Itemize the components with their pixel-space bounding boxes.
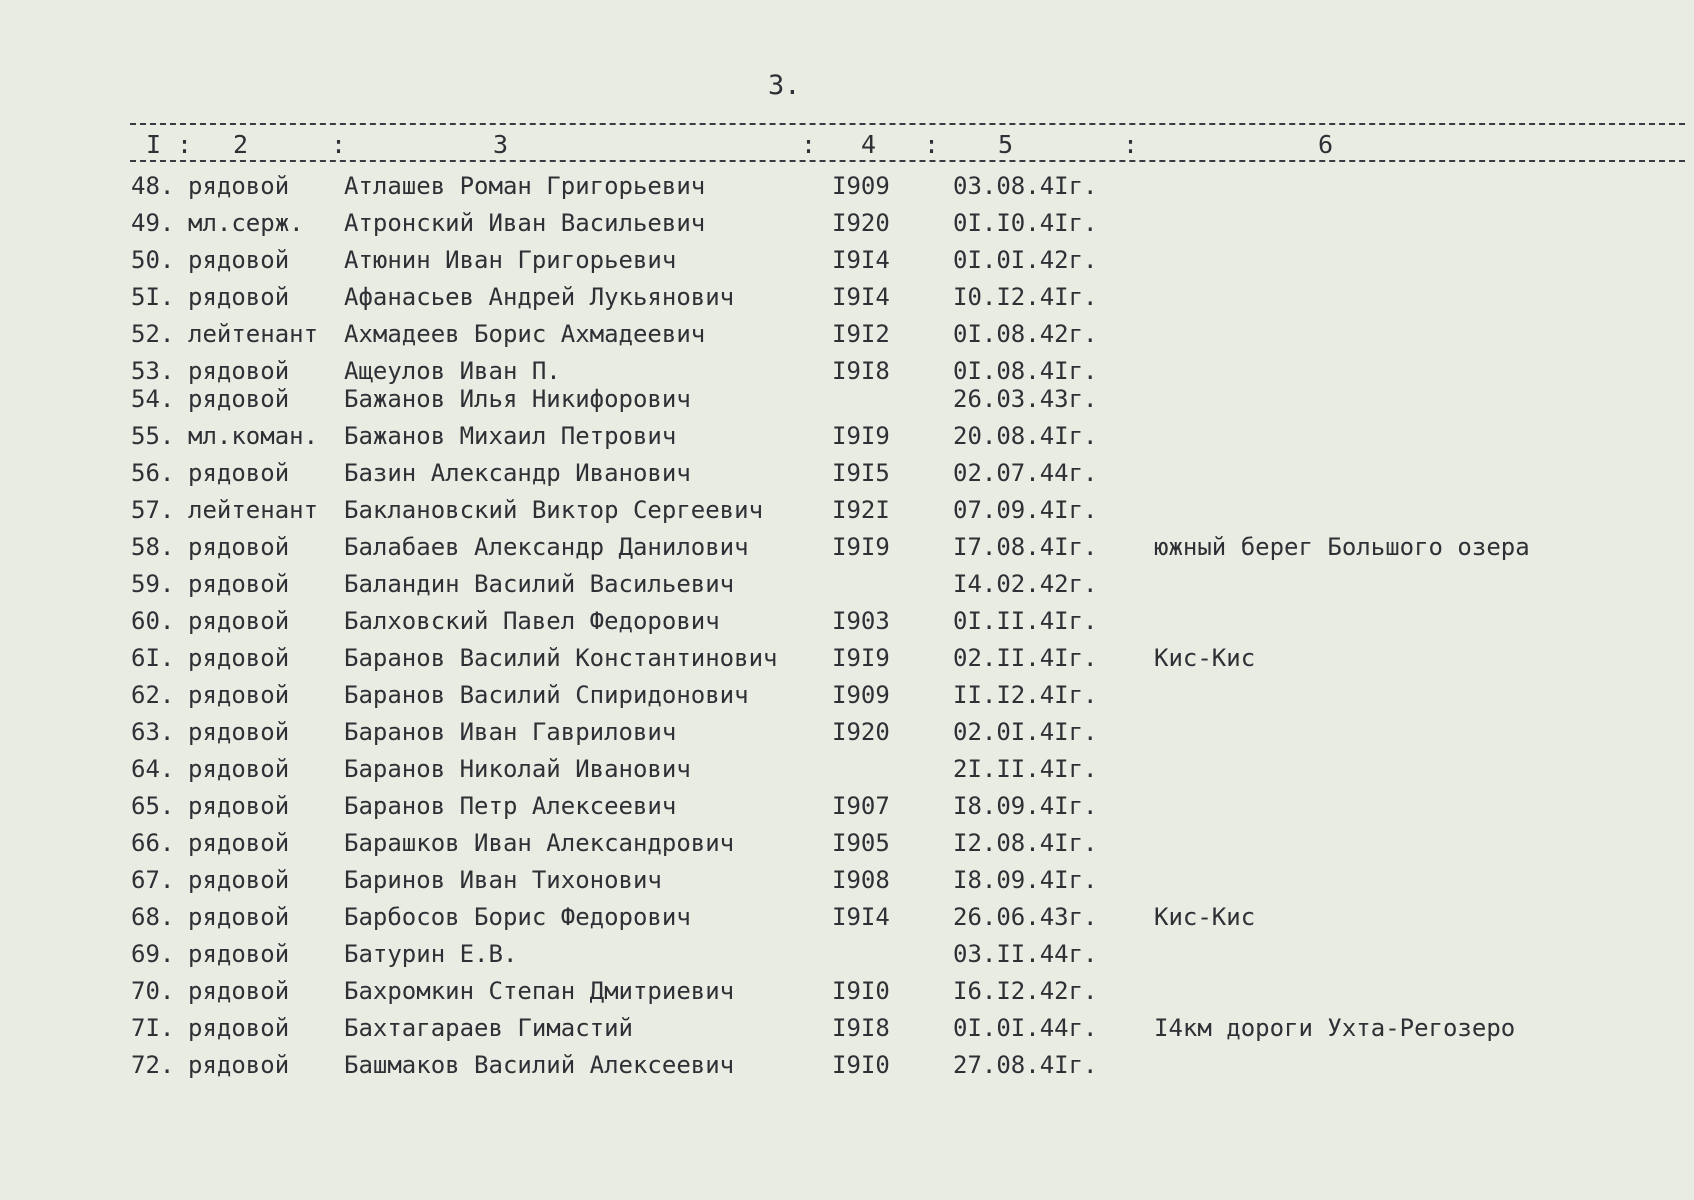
- row-birth-year: I905: [832, 829, 890, 857]
- row-rank: рядовой: [188, 172, 290, 200]
- row-birth-year: I920: [832, 209, 890, 237]
- row-rank: рядовой: [188, 246, 290, 274]
- row-name: Ахмадеев Борис Ахмадеевич: [344, 320, 706, 348]
- row-rank: рядовой: [188, 1014, 290, 1042]
- row-birth-year: I9I4: [832, 283, 890, 311]
- row-rank: рядовой: [188, 283, 290, 311]
- row-birth-year: I9I0: [832, 977, 890, 1005]
- row-birth-year: I9I9: [832, 644, 890, 672]
- row-rank: рядовой: [188, 940, 290, 968]
- row-name: Балабаев Александр Данилович: [344, 533, 749, 561]
- row-birth-year: I9I4: [832, 903, 890, 931]
- row-birth-year: I9I0: [832, 1051, 890, 1079]
- header-rule-top: [130, 123, 1685, 125]
- table-row: [0, 242, 1694, 279]
- row-number: 59.: [131, 570, 175, 598]
- row-birth-year: I92I: [832, 496, 890, 524]
- row-date: I7.08.4Iг.: [953, 533, 1098, 561]
- row-rank: рядовой: [188, 385, 290, 413]
- row-date: 02.07.44г.: [953, 459, 1098, 487]
- row-rank: мл.коман.: [188, 422, 319, 450]
- row-rank: рядовой: [188, 903, 290, 931]
- table-row: [0, 603, 1694, 640]
- row-date: 02.0I.4Iг.: [953, 718, 1098, 746]
- row-rank: рядовой: [188, 357, 290, 385]
- table-row: [0, 455, 1694, 492]
- row-name: Бахтагараев Гимастий: [344, 1014, 633, 1042]
- row-birth-year: I9I9: [832, 533, 890, 561]
- row-name: Башмаков Василий Алексеевич: [344, 1051, 735, 1079]
- row-birth-year: I9I8: [832, 357, 890, 385]
- row-name: Батурин Е.В.: [344, 940, 518, 968]
- row-date: II.I2.4Iг.: [953, 681, 1098, 709]
- row-date: 20.08.4Iг.: [953, 422, 1098, 450]
- table-row: [0, 316, 1694, 353]
- table-row: [0, 825, 1694, 862]
- row-name: Бахромкин Степан Дмитриевич: [344, 977, 735, 1005]
- row-date: 07.09.4Iг.: [953, 496, 1098, 524]
- row-rank: рядовой: [188, 829, 290, 857]
- row-number: 67.: [131, 866, 175, 894]
- row-date: I4.02.42г.: [953, 570, 1098, 598]
- row-name: Баранов Николай Иванович: [344, 755, 691, 783]
- row-name: Ащеулов Иван П.: [344, 357, 561, 385]
- row-date: 0I.08.42г.: [953, 320, 1098, 348]
- table-row: [0, 205, 1694, 242]
- row-rank: рядовой: [188, 866, 290, 894]
- row-rank: лейтенант: [188, 496, 319, 524]
- row-number: 62.: [131, 681, 175, 709]
- row-number: 5I.: [131, 283, 175, 311]
- row-date: I2.08.4Iг.: [953, 829, 1098, 857]
- header-separator: :: [924, 130, 940, 159]
- row-birth-year: I9I9: [832, 422, 890, 450]
- row-number: 70.: [131, 977, 175, 1005]
- table-row: [0, 640, 1694, 677]
- row-date: 27.08.4Iг.: [953, 1051, 1098, 1079]
- table-row: [0, 1010, 1694, 1047]
- table-row: [0, 714, 1694, 751]
- table-row: [0, 677, 1694, 714]
- row-rank: рядовой: [188, 718, 290, 746]
- row-date: 02.II.4Iг.: [953, 644, 1098, 672]
- row-date: 0I.0I.42г.: [953, 246, 1098, 274]
- row-number: 65.: [131, 792, 175, 820]
- row-name: Баранов Василий Спиридонович: [344, 681, 749, 709]
- row-number: 52.: [131, 320, 175, 348]
- row-date: 0I.II.4Iг.: [953, 607, 1098, 635]
- row-date: I6.I2.42г.: [953, 977, 1098, 1005]
- header-separator: :: [801, 130, 817, 159]
- row-date: 26.03.43г.: [953, 385, 1098, 413]
- row-name: Атлашев Роман Григорьевич: [344, 172, 706, 200]
- row-name: Атронский Иван Васильевич: [344, 209, 706, 237]
- row-date: 03.II.44г.: [953, 940, 1098, 968]
- row-number: 72.: [131, 1051, 175, 1079]
- table-row: [0, 1047, 1694, 1084]
- row-number: 54.: [131, 385, 175, 413]
- row-birth-year: I9I4: [832, 246, 890, 274]
- header-separator: :: [331, 130, 347, 159]
- row-name: Базин Александр Иванович: [344, 459, 691, 487]
- table-row: [0, 899, 1694, 936]
- row-date: 26.06.43г.: [953, 903, 1098, 931]
- row-name: Бажанов Михаил Петрович: [344, 422, 677, 450]
- row-birth-year: I9I5: [832, 459, 890, 487]
- row-date: I8.09.4Iг.: [953, 866, 1098, 894]
- header-col-3: 3: [493, 130, 509, 159]
- row-date: 03.08.4Iг.: [953, 172, 1098, 200]
- row-name: Баринов Иван Тихонович: [344, 866, 662, 894]
- row-name: Афанасьев Андрей Лукьянович: [344, 283, 735, 311]
- row-number: 7I.: [131, 1014, 175, 1042]
- table-row: [0, 788, 1694, 825]
- row-birth-year: I907: [832, 792, 890, 820]
- header-separator: :: [177, 130, 193, 159]
- row-date: I8.09.4Iг.: [953, 792, 1098, 820]
- row-birth-year: I920: [832, 718, 890, 746]
- row-number: 49.: [131, 209, 175, 237]
- table-row: [0, 936, 1694, 973]
- header-col-5: 5: [998, 130, 1014, 159]
- row-note: Кис-Кис: [1154, 644, 1256, 672]
- row-birth-year: I9I2: [832, 320, 890, 348]
- row-number: 64.: [131, 755, 175, 783]
- table-row: [0, 973, 1694, 1010]
- row-number: 50.: [131, 246, 175, 274]
- row-date: 0I.0I.44г.: [953, 1014, 1098, 1042]
- row-number: 57.: [131, 496, 175, 524]
- header-col-4: 4: [861, 130, 877, 159]
- header-col-6: 6: [1318, 130, 1334, 159]
- row-note: I4км дороги Ухта-Регозеро: [1154, 1014, 1516, 1042]
- table-row: [0, 381, 1694, 418]
- table-row: [0, 353, 1694, 385]
- row-name: Баранов Петр Алексеевич: [344, 792, 677, 820]
- row-number: 53.: [131, 357, 175, 385]
- row-name: Баландин Василий Васильевич: [344, 570, 735, 598]
- table-row: [0, 751, 1694, 788]
- row-birth-year: I908: [832, 866, 890, 894]
- row-number: 6I.: [131, 644, 175, 672]
- row-number: 69.: [131, 940, 175, 968]
- table-row: [0, 418, 1694, 455]
- row-note: южный берег Большого озера: [1154, 533, 1530, 561]
- row-number: 63.: [131, 718, 175, 746]
- row-rank: мл.серж.: [188, 209, 304, 237]
- row-rank: рядовой: [188, 644, 290, 672]
- table-row: [0, 168, 1694, 205]
- header-col-1: I: [146, 130, 162, 159]
- row-birth-year: I909: [832, 681, 890, 709]
- header-separator: :: [1123, 130, 1139, 159]
- row-number: 68.: [131, 903, 175, 931]
- row-note: Кис-Кис: [1154, 903, 1256, 931]
- row-name: Баранов Василий Константинович: [344, 644, 778, 672]
- table-row: [0, 566, 1694, 603]
- row-name: Барашков Иван Александрович: [344, 829, 735, 857]
- table-row: [0, 492, 1694, 529]
- row-date: 0I.I0.4Iг.: [953, 209, 1098, 237]
- row-number: 58.: [131, 533, 175, 561]
- row-rank: рядовой: [188, 607, 290, 635]
- row-rank: рядовой: [188, 459, 290, 487]
- row-birth-year: I9I8: [832, 1014, 890, 1042]
- row-rank: рядовой: [188, 1051, 290, 1079]
- row-number: 60.: [131, 607, 175, 635]
- page-number: 3.: [768, 70, 801, 101]
- row-name: Атюнин Иван Григорьевич: [344, 246, 677, 274]
- row-name: Бажанов Илья Никифорович: [344, 385, 691, 413]
- row-rank: рядовой: [188, 533, 290, 561]
- row-name: Баранов Иван Гаврилович: [344, 718, 677, 746]
- header-col-2: 2: [233, 130, 249, 159]
- row-name: Барбосов Борис Федорович: [344, 903, 691, 931]
- row-number: 55.: [131, 422, 175, 450]
- row-number: 66.: [131, 829, 175, 857]
- row-birth-year: I903: [832, 607, 890, 635]
- row-date: 0I.08.4Iг.: [953, 357, 1098, 385]
- row-rank: рядовой: [188, 755, 290, 783]
- row-rank: рядовой: [188, 792, 290, 820]
- table-row: [0, 529, 1694, 566]
- row-number: 48.: [131, 172, 175, 200]
- row-birth-year: I909: [832, 172, 890, 200]
- row-name: Баклановский Виктор Сергеевич: [344, 496, 764, 524]
- row-rank: лейтенант: [188, 320, 319, 348]
- row-rank: рядовой: [188, 570, 290, 598]
- table-body: [0, 168, 1694, 1084]
- row-name: Балховский Павел Федорович: [344, 607, 720, 635]
- row-rank: рядовой: [188, 977, 290, 1005]
- row-rank: рядовой: [188, 681, 290, 709]
- row-date: 2I.II.4Iг.: [953, 755, 1098, 783]
- table-header: [0, 130, 1694, 160]
- row-date: I0.I2.4Iг.: [953, 283, 1098, 311]
- table-row: [0, 279, 1694, 316]
- header-rule-bottom: [130, 160, 1685, 162]
- table-row: [0, 862, 1694, 899]
- row-number: 56.: [131, 459, 175, 487]
